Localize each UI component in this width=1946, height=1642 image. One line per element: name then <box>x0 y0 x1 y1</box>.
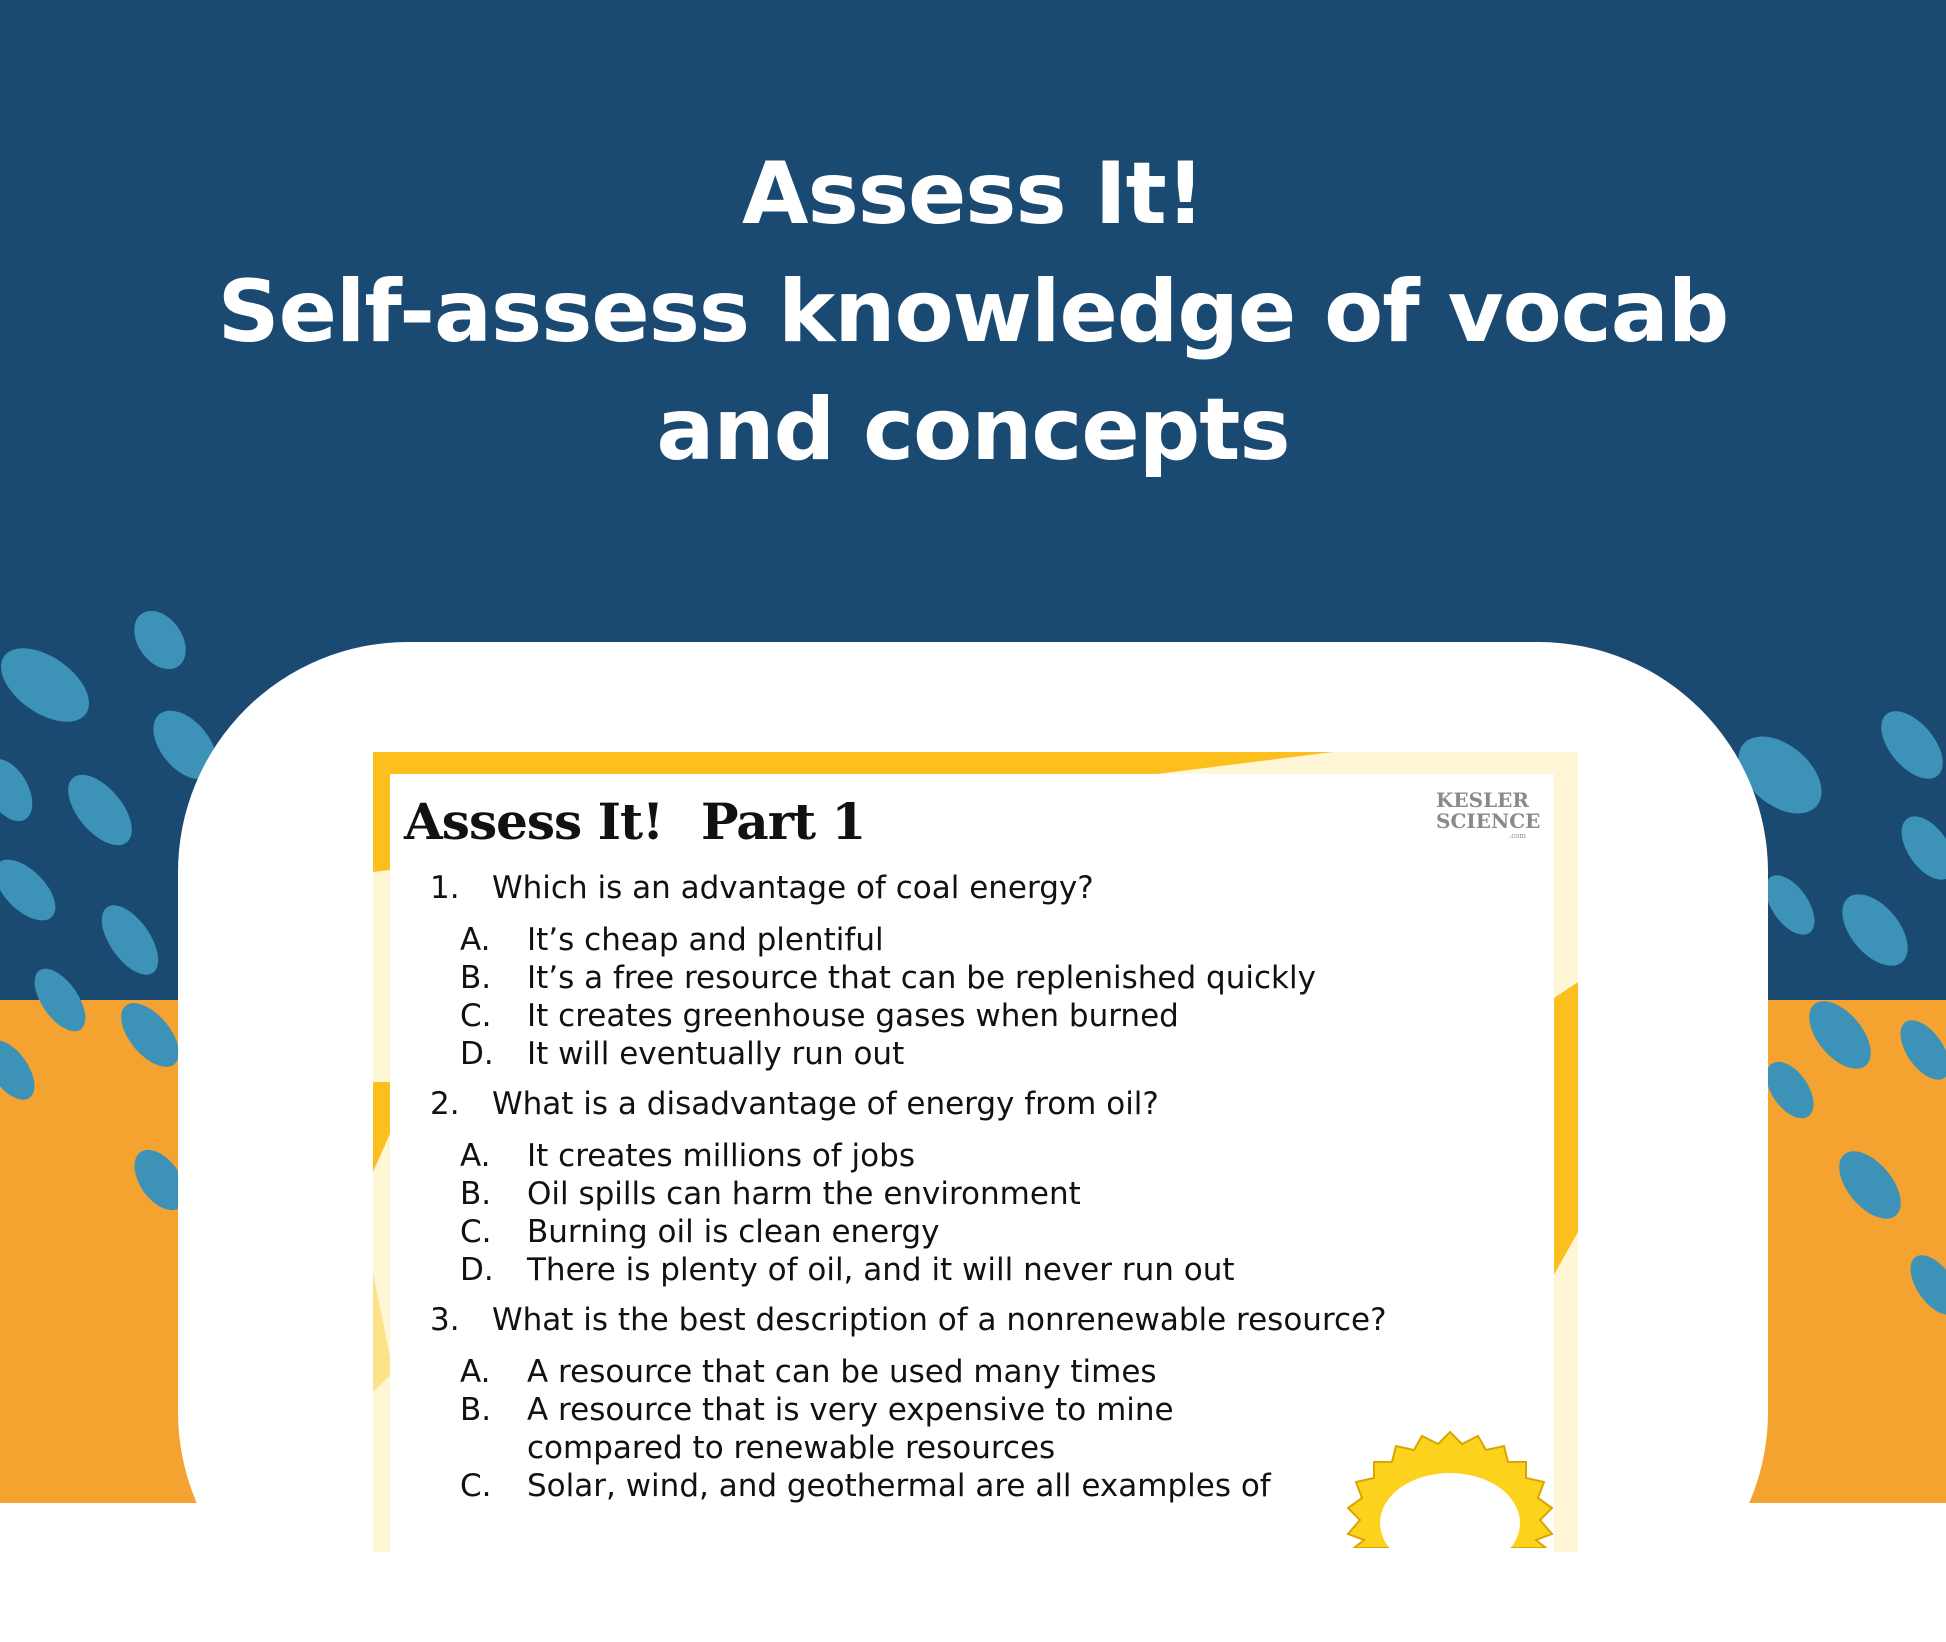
option-letter: B. <box>460 1176 492 1212</box>
option-text: It creates millions of jobs <box>527 1138 915 1174</box>
worksheet-title-main: Assess It! <box>404 792 664 851</box>
answer-option <box>430 959 1530 997</box>
question-1 <box>430 869 1530 1073</box>
option-letter: C. <box>460 1468 492 1504</box>
page-headline <box>0 135 1946 489</box>
answer-option <box>430 1251 1530 1289</box>
question-text: Which is an advantage of coal energy? <box>492 870 1094 906</box>
option-text: It’s cheap and plentiful <box>527 922 884 958</box>
logo-line-1: KESLER <box>1436 788 1529 812</box>
kesler-science-logo <box>1436 788 1541 840</box>
answer-option <box>430 1137 1530 1175</box>
option-letter: D. <box>460 1252 494 1288</box>
option-text: There is plenty of oil, and it will never run out <box>527 1252 1235 1288</box>
headline-line-2: Self-assess knowledge of vocab <box>217 262 1729 362</box>
logo-line-2: SCIENCE <box>1436 809 1541 833</box>
option-text: Oil spills can harm the environment <box>527 1176 1081 1212</box>
question-number: 2. <box>430 1086 460 1122</box>
worksheet-title <box>404 792 903 851</box>
question-text: What is a disadvantage of energy from oil? <box>492 1086 1159 1122</box>
yellow-starburst-seal <box>1340 1428 1560 1548</box>
answer-option <box>430 921 1530 959</box>
option-text: It’s a free resource that can be replenished quickly <box>527 960 1316 996</box>
question-text: What is the best description of a nonrenewable resource? <box>492 1302 1387 1338</box>
option-text: It will eventually run out <box>527 1036 905 1072</box>
option-text: It creates greenhouse gases when burned <box>527 998 1179 1034</box>
question-2 <box>430 1085 1530 1289</box>
option-text: A resource that is very expensive to mine compared to renewable resources <box>527 1392 1174 1466</box>
logo-line-3: .com <box>1509 832 1526 840</box>
answer-option <box>430 997 1530 1035</box>
option-letter: B. <box>460 960 492 996</box>
option-letter: D. <box>460 1036 494 1072</box>
option-letter: C. <box>460 998 492 1034</box>
headline-line-1: Assess It! <box>742 144 1204 244</box>
answer-option <box>430 1035 1530 1073</box>
headline-line-3: and concepts <box>656 380 1290 480</box>
answer-option <box>430 1175 1530 1213</box>
option-text: Burning oil is clean energy <box>527 1214 940 1250</box>
option-letter: A. <box>460 922 491 958</box>
question-number: 1. <box>430 870 460 906</box>
option-letter: C. <box>460 1214 492 1250</box>
question-list <box>430 869 1530 1517</box>
answer-option <box>430 1353 1530 1391</box>
option-text: Solar, wind, and geothermal are all examples of <box>527 1468 1271 1504</box>
question-number: 3. <box>430 1302 460 1338</box>
option-letter: A. <box>460 1138 491 1174</box>
option-letter: A. <box>460 1354 491 1390</box>
worksheet-title-part: Part 1 <box>701 792 866 851</box>
option-text: A resource that can be used many times <box>527 1354 1157 1390</box>
option-letter: B. <box>460 1392 492 1428</box>
answer-option <box>430 1213 1530 1251</box>
